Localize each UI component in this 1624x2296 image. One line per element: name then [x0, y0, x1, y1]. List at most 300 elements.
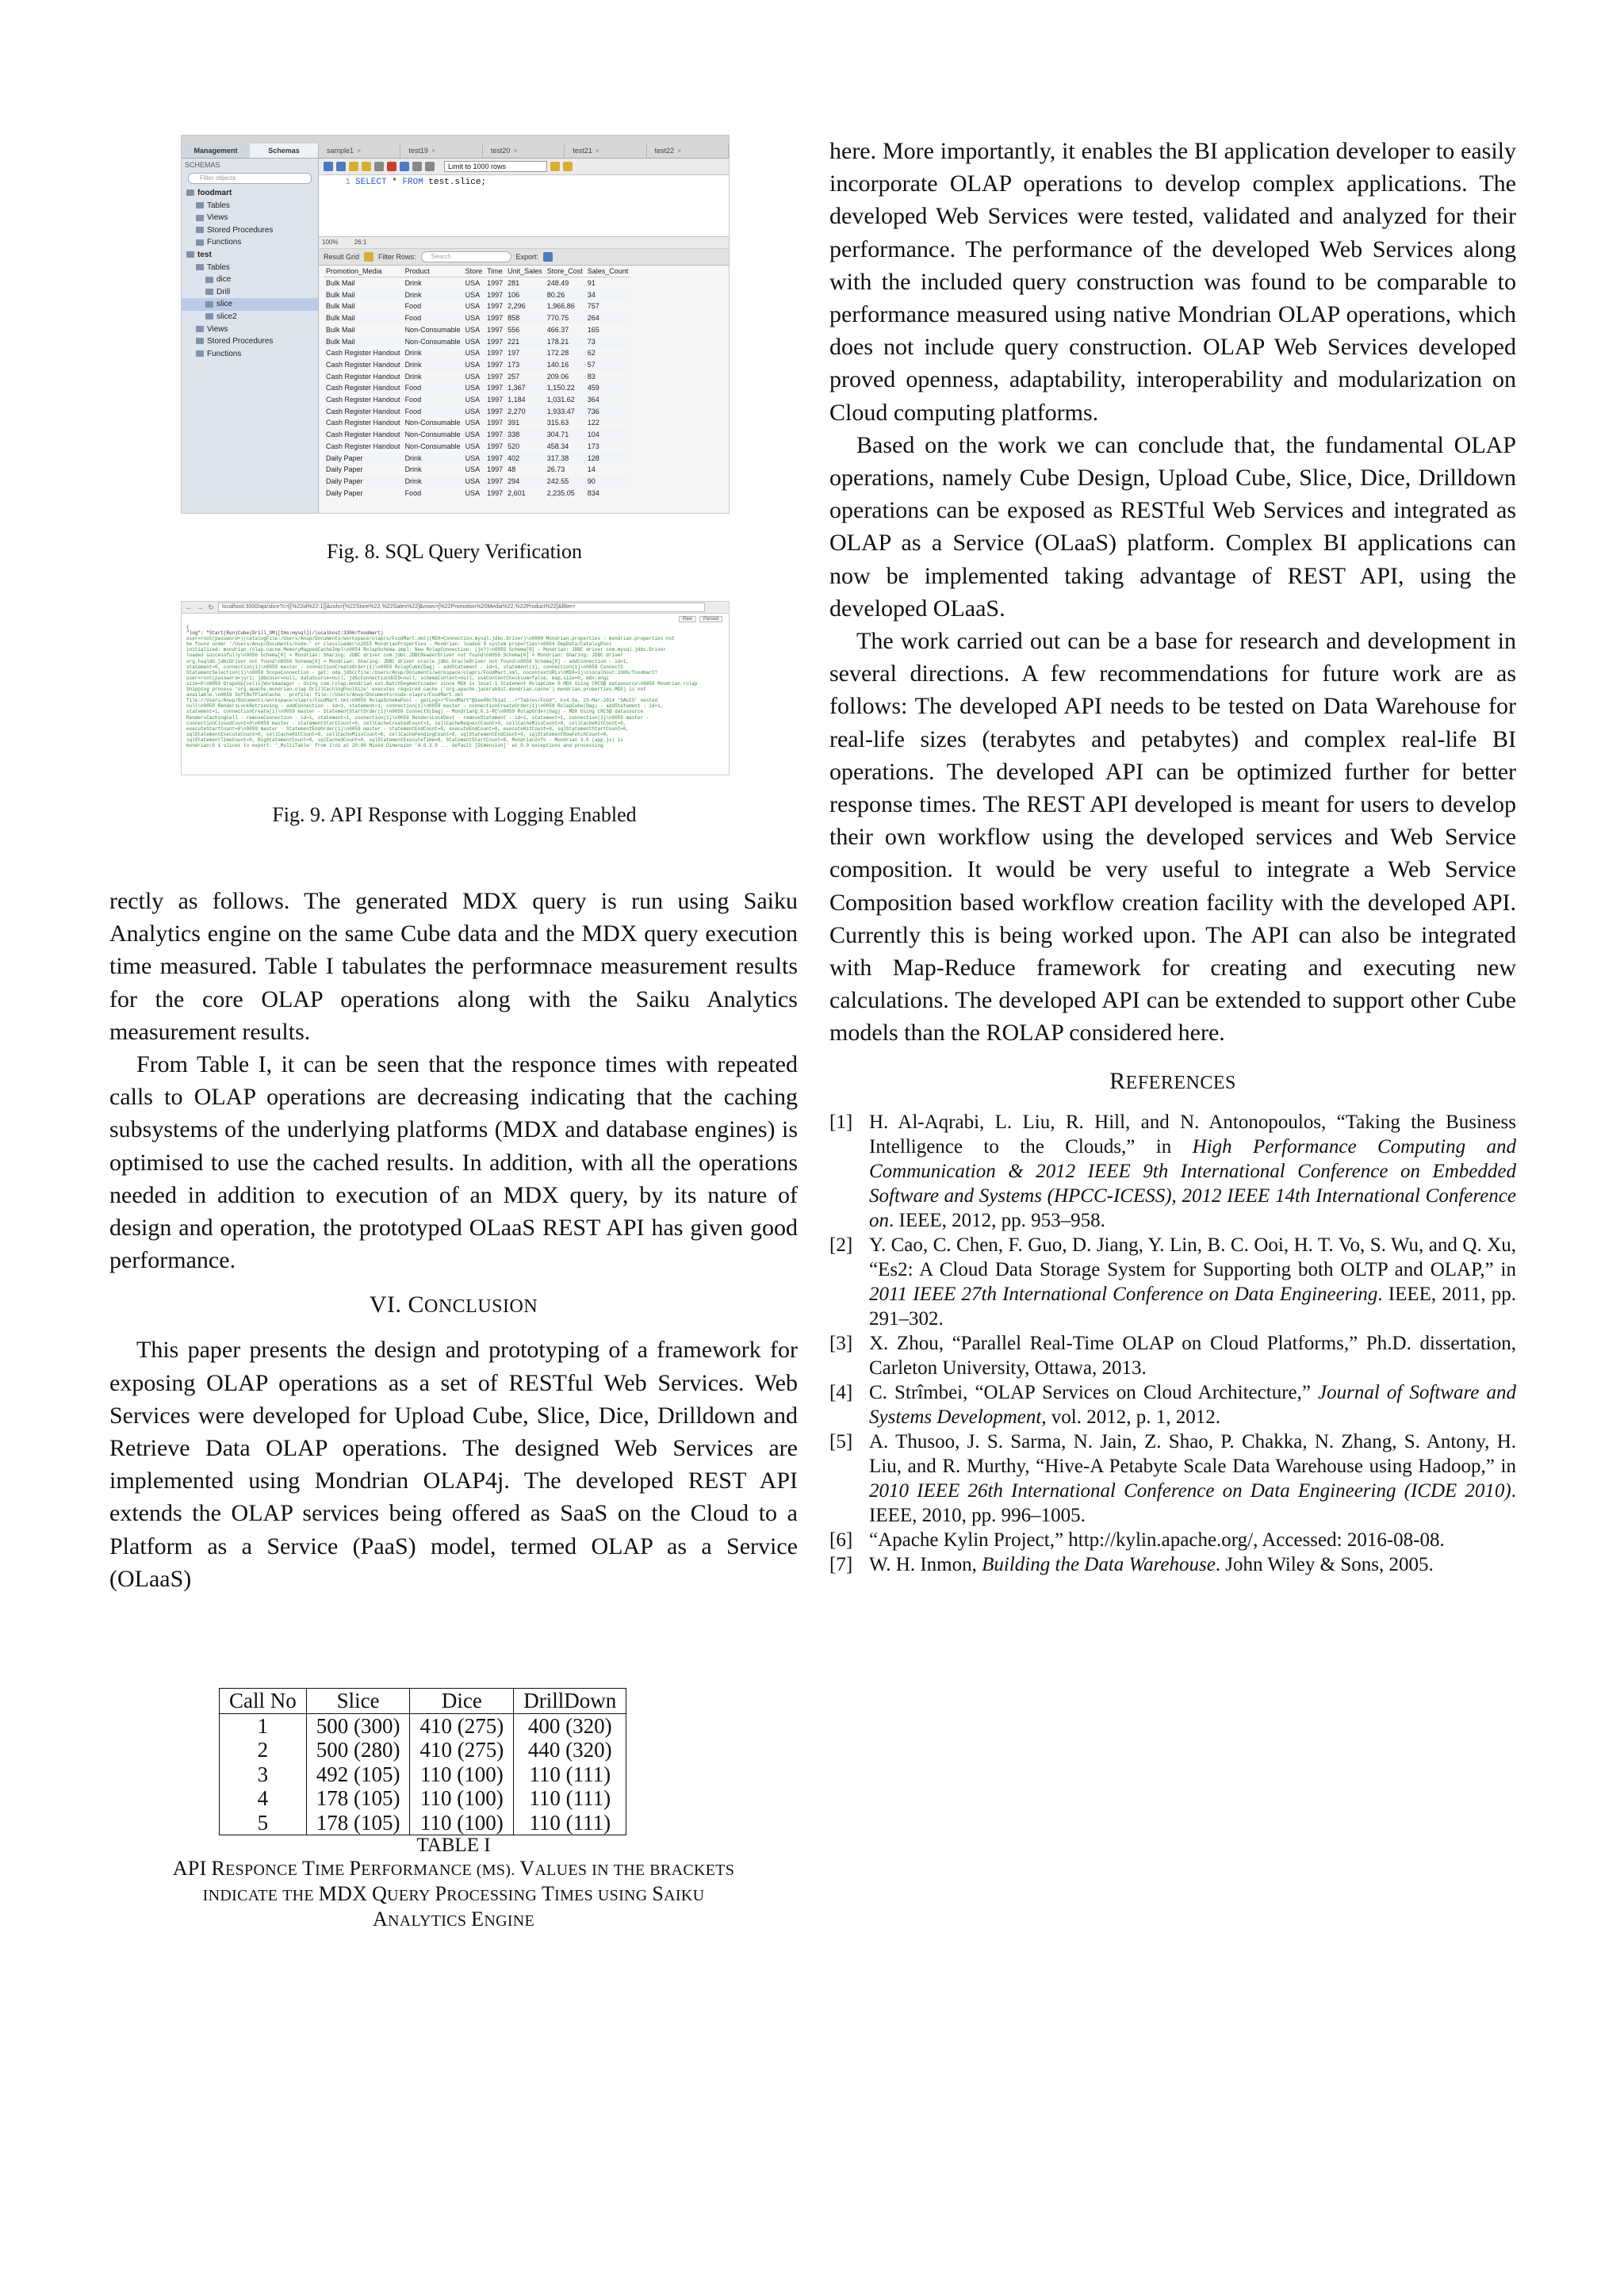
grid-cell: 209.06 [546, 372, 569, 381]
table-1-cell: 110 (100) [410, 1762, 514, 1787]
grid-column-header[interactable]: Promotion_Media [324, 266, 403, 277]
grid-cell: Non-Consumable [404, 419, 461, 427]
close-tab-icon[interactable]: × [513, 147, 518, 155]
schema-tree-item[interactable] [182, 311, 318, 323]
grid-cell: Food [404, 488, 422, 497]
grid-cell: 1997 [487, 349, 504, 358]
json-line: file://Users/Anup/Documents/workspace/olaprs/FoodMart.xml\n0059 RolapSchemaPool - getLog>>"FoodMart"@1ee09c7b1a2...>"Tables/Food", kv4.0a, 23-Mar-2014 'SALES' nested [186, 698, 658, 704]
grid-column-header[interactable]: Product [403, 266, 463, 277]
section-title-initial: R [1109, 1067, 1126, 1094]
grid-cell: Drink [403, 476, 463, 488]
grid-cell: Non-Consumable [404, 442, 461, 450]
grid-cell: USA [463, 359, 485, 371]
grid-cell: 459 [585, 382, 631, 394]
grid-row[interactable] [324, 300, 630, 312]
grid-cell: 257 [508, 372, 520, 381]
table-1-column-header: Call No [220, 1689, 307, 1714]
table-1-cell: 110 (100) [410, 1811, 514, 1835]
schema-sidebar [182, 144, 319, 513]
reference-text: , vol. 2012, p. 1, 2012. [1041, 1406, 1220, 1428]
grid-cell: 1,933.47 [545, 406, 585, 418]
grid-row[interactable] [324, 406, 630, 418]
table-1-cell: 440 (320) [514, 1738, 626, 1762]
table-1-cell: 110 (100) [410, 1786, 514, 1811]
query-tab[interactable] [647, 144, 729, 158]
grid-row[interactable] [324, 324, 630, 336]
grid-cell: 128 [585, 453, 631, 465]
sql-keyword-select: SELECT [355, 178, 387, 187]
reference-text: “Apache Kylin Project,” http://kylin.apache.org/, Accessed: 2016-08-08. [869, 1529, 1445, 1551]
grid-cell: 1997 [485, 429, 505, 441]
grid-column-header[interactable]: Time [485, 266, 505, 277]
grid-cell: 736 [585, 406, 631, 418]
save-icon[interactable] [336, 162, 346, 171]
grid-cell: USA [465, 372, 481, 381]
query-tab[interactable] [483, 144, 565, 158]
grid-row[interactable] [324, 476, 630, 488]
grid-cell: Bulk Mail [326, 302, 355, 311]
url-field[interactable]: localhost:3000/api/slice?c=[{%22id%22:1}]&cols=[%22Store%22,%22Sales%22]&rows=[%22Promotion%20Media%22,%22Product%22]&filter= [218, 603, 705, 612]
reference-text: Y. Cao, C. Chen, F. Guo, D. Jiang, Y. Lin, B. C. Ooi, H. T. Vo, S. Wu, and Q. Xu, “Es2: A Cloud Data Storage System for Supporting both OLTP and OLAP,” in [869, 1234, 1516, 1280]
grid-cell: 1,150.22 [545, 382, 585, 394]
database-icon [186, 251, 194, 258]
reference-text: . John Wiley & Sons, 2005. [1215, 1553, 1434, 1575]
paragraph: The work carried out can be a base for research and development in several directions. A few recommendations for future work are as follows: The developed API needs to be tested on Data Warehouse for real-life sizes (terabytes and petabytes) and complex real-life BI operations. The developed API can be optimized further for better response times. The REST API developed is meant for users to develop their own workflow using the developed services and Web Service composition. It would be very useful to integrate a Web Service Composition based workflow creation facility with the developed API. Currently this is being worked upon. The API can also be integrated with Map-Reduce framework for creating and executing new calculations. The developed API can be extended to support other Cube models than the ROLAP considered here. [829, 628, 1516, 1047]
table-1-cell: 410 (275) [410, 1738, 514, 1762]
table-1-cell: 3 [220, 1762, 307, 1787]
figure-8-sql-workbench-screenshot [181, 135, 730, 514]
grid-cell: 178.21 [545, 336, 585, 348]
beautify-icon[interactable] [550, 162, 560, 171]
grid-cell: 770.75 [545, 312, 585, 324]
grid-cell: Drink [404, 465, 422, 474]
schema-tree-item[interactable] [182, 212, 318, 224]
grid-cell: USA [463, 429, 485, 441]
json-line: user=root(password=)ur1; jdbcUser=null, dataSource=null, jdbcConnectionUUID=null, schemaContent=null, useContentChecksum=false, map,size=0, mdx:engi [186, 675, 609, 681]
grid-cell: USA [465, 419, 481, 427]
grid-cell: Cash Register Handout [324, 359, 403, 371]
json-line: connectionClosedCount=0\n0059 master - statementStartCount=0, cellCacheCreatedCount=1, cellCacheRequestCount=0, cellCacheMissCount=0, cellCacheHitCount=0, [186, 720, 626, 726]
database-icon [196, 264, 204, 270]
execute-icon[interactable] [349, 162, 358, 171]
reference-text: C. Strîmbei, “OLAP Services on Cloud Architecture,” [869, 1381, 1319, 1403]
schema-tree-item-label: Tables [207, 201, 230, 210]
reference-number: [6] [829, 1529, 853, 1551]
grid-column-header[interactable]: Store_Cost [545, 266, 585, 277]
grid-cell: 1997 [487, 396, 504, 404]
table-1-cell: 400 (320) [514, 1713, 626, 1738]
grid-cell: Drink [403, 359, 463, 371]
sql-text: * [386, 178, 403, 187]
grid-cell: 57 [585, 359, 631, 371]
figure-9-caption: Fig. 9. API Response with Logging Enabled [272, 803, 637, 826]
schema-filter-input[interactable]: Filter objects [188, 173, 312, 184]
stop-icon[interactable] [387, 162, 396, 171]
tab-management[interactable]: Management [182, 144, 250, 158]
grid-cell: Daily Paper [326, 465, 363, 474]
close-tab-icon[interactable]: × [431, 147, 436, 155]
grid-row[interactable] [324, 347, 630, 359]
editor-statusbar [319, 237, 729, 249]
schema-tree-item[interactable] [182, 187, 318, 200]
sql-editor[interactable] [319, 175, 729, 237]
grid-cell: 173 [505, 359, 545, 371]
schema-tree-item[interactable] [182, 348, 318, 361]
grid-icon[interactable] [364, 252, 373, 262]
table-1-cell: 4 [220, 1786, 307, 1811]
json-line: { [186, 625, 190, 630]
grid-cell: Non-Consumable [403, 429, 463, 441]
json-line: user=root(password=)(catalogFile:/Users/Anup/Documents/workspace/olaprs/FoodMart.xml)(MDX=Connection.mysql.jdbc.Driver)\n0000 Mondrian.properties - mondrian.properties not [186, 636, 675, 642]
paragraph: From Table I, it can be seen that the responce times with repeated calls to OLAP operations are decreasing indicating that the caching subsystems of the underlying platforms (MDX and database engines) is optimised to use the cached results. In addition, with all the operations needed in addition to execution of an MDX query, by its nature of design and operation, the prototyped OLaaS REST API has given good performance. [109, 1051, 798, 1274]
grid-row[interactable] [324, 312, 630, 324]
grid-row[interactable] [324, 336, 630, 348]
table-1-row [220, 1786, 626, 1811]
forward-icon[interactable]: → [196, 603, 204, 611]
reference-item [829, 1429, 1516, 1528]
schema-tree-item-label: slice [216, 300, 233, 309]
query-tab[interactable] [400, 144, 482, 158]
query-tab-label: test20 [490, 147, 511, 155]
rollback-icon[interactable] [425, 162, 435, 171]
parsed-view-button[interactable]: Parsed [699, 616, 722, 622]
grid-cell: 391 [508, 419, 520, 427]
filter-rows-label: Filter Rows: [378, 253, 416, 261]
find-icon[interactable] [563, 162, 573, 171]
grid-cell: Cash Register Handout [326, 442, 400, 450]
line-number: 1 [345, 178, 350, 187]
reference-venue: High Performance Computing and Communication & 2012 IEEE 9th International Conference on Embedded Software and Systems (HPCC-ICESS), 2012 IEEE 14th International Conference on [869, 1135, 1517, 1231]
grid-row[interactable] [324, 453, 630, 465]
grid-cell: 1997 [485, 359, 505, 371]
grid-cell: USA [463, 312, 485, 324]
close-tab-icon[interactable]: × [357, 147, 362, 155]
section-title-rest: ONCLUSION [424, 1296, 538, 1318]
grid-cell: 1997 [485, 336, 505, 348]
grid-cell: Cash Register Handout [326, 372, 400, 381]
reference-number: [4] [829, 1381, 853, 1403]
grid-cell: Bulk Mail [326, 279, 355, 287]
table-1-column-header: DrillDown [514, 1689, 626, 1714]
grid-cell: Cash Register Handout [326, 349, 400, 358]
grid-cell: USA [463, 476, 485, 488]
table-1-cell: 5 [220, 1811, 307, 1835]
reference-text: A. Thusoo, J. S. Sarma, N. Jain, Z. Shao, P. Chakka, N. Zhang, S. Antony, H. Liu, and R. Murthy, “Hive-A Petabyte Scale Data Warehouse using Hadoop,” in [869, 1430, 1516, 1477]
reference-item [829, 1552, 1516, 1577]
schema-tree-item-label: Stored Procedures [207, 337, 274, 346]
grid-cell: 281 [508, 279, 520, 287]
json-line: size=0\n0059 DrapeUp[cells]Workmanager - Using com.rolap.mondrian.ext.BatchSegmentLoader since MDX is local-1 Statement RolapCube 0 MDX Using CRCS@ datasource\n0059 Mondrian.rolap [186, 680, 698, 687]
query-tab[interactable] [319, 144, 400, 158]
grid-cell: USA [465, 396, 481, 404]
grid-cell: Drink [404, 349, 422, 358]
database-icon [196, 350, 204, 357]
grid-cell: 140.16 [545, 359, 585, 371]
grid-cell: Bulk Mail [324, 312, 403, 324]
grid-row[interactable] [324, 371, 630, 383]
grid-cell: 73 [585, 336, 631, 348]
grid-cell: 315.63 [546, 419, 569, 427]
table-1-cell: 500 (300) [306, 1713, 410, 1738]
grid-cell: 1997 [487, 419, 504, 427]
grid-cell: 338 [505, 429, 545, 441]
grid-cell: Food [403, 382, 463, 394]
json-line: executeStartCount=0\n0059 master - StatementEndOrder(1)\n0059 master - statementEndCount=0, executeEndCount=0, executeHitCount=0, sqlStatementStartCount=0, [186, 725, 630, 732]
grid-cell: Drink [403, 453, 463, 465]
reference-text: X. Zhou, “Parallel Real-Time OLAP on Cloud Platforms,” Ph.D. dissertation, Carleton University, Ottawa, 2013. [869, 1332, 1516, 1379]
left-column-text [109, 885, 798, 1595]
query-tab-label: test19 [408, 147, 428, 155]
query-tabs [319, 144, 729, 159]
close-tab-icon[interactable]: × [595, 147, 600, 155]
grid-cell: Non-Consumable [404, 325, 461, 334]
toggle-icon[interactable] [400, 162, 409, 171]
filter-rows-search-input[interactable]: Search [421, 251, 511, 262]
grid-cell: 2,235.05 [546, 488, 575, 497]
table-1-cell: 500 (280) [306, 1738, 410, 1762]
query-toolbar [319, 159, 729, 175]
schema-tree-item-label: Views [207, 324, 228, 334]
grid-row[interactable] [324, 382, 630, 394]
reference-item [829, 1380, 1516, 1429]
grid-cell: Food [404, 396, 422, 404]
grid-cell: USA [463, 382, 485, 394]
grid-row[interactable] [324, 464, 630, 476]
table-1-cell: 110 (111) [514, 1762, 626, 1787]
json-line: null\n0059 RendersLockRetrieving - addConnection - id=1, statement=1, connection(1)\n0059 master - connectionCreateOrder(1)\n0059 RolapCube(Dag) - addStatement - id=1, [186, 703, 664, 710]
figure-9-api-response-screenshot [181, 601, 730, 775]
export-label: Export: [515, 253, 539, 261]
grid-cell: Daily Paper [324, 453, 403, 465]
database-icon [186, 189, 194, 196]
figure-8-caption: Fig. 8. SQL Query Verification [326, 540, 583, 563]
grid-cell: 556 [508, 325, 520, 334]
table-1-cell: 410 (275) [410, 1713, 514, 1738]
schema-tree [182, 187, 318, 360]
schema-tree-item[interactable] [182, 335, 318, 348]
query-tab-label: test21 [573, 147, 592, 155]
table-1-row [220, 1811, 626, 1835]
grid-cell: 1,184 [508, 396, 526, 404]
grid-cell: 264 [585, 312, 631, 324]
grid-cell: 2,270 [505, 406, 545, 418]
grid-cell: Cash Register Handout [326, 419, 400, 427]
schema-tree-item-label: Tables [207, 262, 230, 272]
json-line: available.\n0059 SoftRefPlanCache - profile: file://Users/Anup/Documents/node-olaprs/FoodMart.xml [186, 692, 464, 698]
grid-cell: 1997 [485, 382, 505, 394]
table-1-row [220, 1713, 626, 1738]
schema-tree-item[interactable] [182, 236, 318, 249]
database-icon [196, 202, 204, 209]
result-grid [324, 266, 630, 499]
section-title-rest: EFERENCES [1125, 1072, 1236, 1093]
json-line: initialized: mondrian.rolap.cache.MemoryMappedCacheImpl\n0054 RolapSchema-impl: New RolapConnection: (jk?)\n0055 Schema[0] - Mondrian: JDBC driver com.mysql.jdbc.Driver [186, 647, 666, 653]
reference-text: . IEEE, 2010, pp. 996–1005. [869, 1479, 1516, 1526]
grid-row[interactable] [324, 417, 630, 429]
grid-cell: Bulk Mail [324, 336, 403, 348]
zoom-level[interactable]: 100% [322, 239, 339, 246]
database-icon [205, 313, 213, 320]
grid-cell: Bulk Mail [326, 325, 355, 334]
grid-cell: 26.73 [546, 465, 565, 474]
query-tab[interactable] [565, 144, 646, 158]
commit-icon[interactable] [412, 162, 422, 171]
grid-row[interactable] [324, 429, 630, 441]
json-line: mondrian:0 1 slices to export: '_MultiTable' from 1\n1 at 20:00 Mixed Dimension '4.0.3.0 ... default [Dimension]' at 0.0 exceptions and processing [186, 742, 603, 748]
grid-cell: USA [463, 406, 485, 418]
grid-cell: 1,367 [505, 382, 545, 394]
raw-view-button[interactable]: Raw [679, 616, 696, 622]
schema-tree-item-label: dice [216, 275, 232, 285]
grid-cell: 2,296 [508, 302, 526, 311]
reference-number: [2] [829, 1234, 853, 1256]
sql-keyword-from: FROM [402, 178, 423, 187]
grid-cell: 1997 [485, 406, 505, 418]
explain-icon[interactable] [374, 162, 384, 171]
grid-cell: USA [465, 325, 481, 334]
table-1-row [220, 1738, 626, 1762]
grid-cell: USA [463, 336, 485, 348]
grid-cell: USA [465, 488, 481, 497]
schema-tree-item-label: Drill [216, 287, 231, 297]
paragraph: here. More importantly, it enables the BI application developer to easily incorporate OLAP operations to develop complex applications. The developed Web Services were tested, validated and analyzed for their performance. The performance of the developed Web Services along with the included query construction was found to be comparable to performance measured using native Mondrian OLAP operations, which does not include query construction. OLAP Web Services developed proved openness, adaptability, interoperability and modularization on Cloud computing platforms. [829, 138, 1516, 426]
reference-number: [3] [829, 1332, 853, 1354]
schema-tree-item[interactable] [182, 200, 318, 212]
grid-cell: 1997 [487, 372, 504, 381]
database-icon [205, 289, 213, 295]
schema-tree-item[interactable] [182, 323, 318, 336]
grid-cell: 197 [508, 349, 520, 358]
grid-cell: Drink [404, 372, 422, 381]
grid-cell: 48 [508, 465, 516, 474]
section-heading-conclusion [109, 1289, 798, 1322]
export-icon[interactable] [543, 252, 553, 262]
reference-number: [7] [829, 1553, 853, 1575]
reload-icon[interactable]: ↻ [208, 603, 214, 611]
grid-cell: 34 [585, 289, 631, 301]
grid-cell: 14 [587, 465, 596, 474]
schema-tree-item[interactable] [182, 224, 318, 237]
grid-cell: 2,601 [508, 488, 526, 497]
grid-cell: 104 [585, 429, 631, 441]
grid-cell: USA [465, 442, 481, 450]
table-1-caption-line: ANALYTICS ENGINE [372, 1908, 535, 1931]
reference-number: [5] [829, 1430, 853, 1452]
table-1-column-header: Slice [306, 1689, 410, 1714]
section-title-initial: C [408, 1292, 424, 1318]
query-panel [319, 144, 729, 513]
reference-text: W. H. Inmon, [869, 1553, 982, 1575]
json-response [182, 625, 729, 748]
grid-row[interactable] [324, 394, 630, 406]
cursor-position: 26:1 [354, 239, 367, 246]
row-limit-select[interactable]: Limit to 1000 rows [444, 161, 547, 172]
schema-tree-item-label: Functions [207, 349, 242, 358]
table-1-cell: 110 (111) [514, 1786, 626, 1811]
json-line: StatementSelection(1)\n0059 ScopeConnection - get: oda.jdbc(file:/Users/Anup/Documents/workspace/olaprs/FoodMart.xml, nocontextURLs\nMDX=1)\nlocalhost:3306/foodmart? [186, 669, 658, 675]
execute-current-icon[interactable] [362, 162, 371, 171]
grid-cell: 80.26 [545, 289, 585, 301]
sidebar-tabs [182, 144, 318, 159]
grid-cell: 858 [505, 312, 545, 324]
database-icon [196, 239, 204, 246]
reference-item [829, 1528, 1516, 1552]
grid-cell: Drink [403, 289, 463, 301]
table-1-caption-line: INDICATE THE MDX QUERY PROCESSING TIMES USING SAIKU [202, 1882, 705, 1905]
grid-cell: 757 [587, 302, 599, 311]
grid-cell: USA [463, 453, 485, 465]
table-1-cell: 1 [220, 1713, 307, 1738]
close-tab-icon[interactable]: × [677, 147, 682, 155]
database-icon [205, 301, 213, 308]
grid-column-header[interactable]: Unit_Sales [505, 266, 545, 277]
browser-address-bar [182, 602, 729, 614]
json-line: RendersCachingCell - removeConnection - id=1, statement=1, connection(1)\n0059 RendersLockDest - removeStatement - id=1, statement=1, connection(1)\n0059 master - [186, 714, 649, 721]
schema-tree-item[interactable] [182, 274, 318, 286]
grid-row[interactable] [324, 441, 630, 453]
grid-cell: 165 [587, 325, 599, 334]
database-icon [205, 277, 213, 283]
reference-list [829, 1110, 1516, 1577]
schema-tree-item[interactable] [182, 286, 318, 299]
grid-cell: 91 [587, 279, 596, 287]
reference-venue: 2011 IEEE 27th International Conference on Data Engineering [869, 1283, 1378, 1305]
reference-text: . IEEE, 2012, pp. 953–958. [889, 1209, 1105, 1231]
grid-column-header[interactable]: Sales_Count [585, 266, 631, 277]
grid-cell: 1997 [487, 302, 504, 311]
schema-tree-item[interactable] [182, 249, 318, 262]
grid-cell: Food [404, 302, 422, 311]
section-number: VI. [369, 1292, 402, 1318]
reference-venue: Building the Data Warehouse [982, 1553, 1216, 1575]
table-1-cell: 2 [220, 1738, 307, 1762]
grid-cell: USA [465, 465, 481, 474]
schema-tree-item-label: slice2 [216, 312, 237, 321]
grid-cell: 317.38 [545, 453, 585, 465]
grid-row[interactable] [324, 359, 630, 371]
reference-item [829, 1233, 1516, 1331]
json-line: loaded successfully\n0056 Schema[0] = Mondrian: Sharing: JDBC driver com.jdbc.JDBCReaderDriver not found\n0056 Schema[0] = Mondrian: Sharing: JDBC driver [186, 652, 623, 659]
back-icon[interactable]: ← [185, 603, 193, 611]
grid-row[interactable] [324, 277, 630, 289]
json-line: statement=0, connection(1)\n0059 master - connectionCreateOrder(1)\n0059 RolapCube(Dag) - addStatement - id=1, statement(1), connection(1)\n0059 ConnectS [186, 664, 623, 670]
grid-cell: 172.28 [546, 349, 569, 358]
database-icon [196, 227, 204, 233]
schema-tree-item[interactable] [182, 298, 318, 311]
table-1-cell: 110 (111) [514, 1811, 626, 1835]
schema-tree-item-label: foodmart [197, 189, 232, 197]
table-1-column-header: Dice [410, 1689, 514, 1714]
result-grid-label[interactable]: Result Grid [324, 253, 360, 261]
grid-cell: 1997 [487, 442, 504, 450]
right-column-text [829, 135, 1516, 1577]
grid-column-header[interactable]: Store [463, 266, 485, 277]
schema-tree-item[interactable] [182, 262, 318, 274]
grid-cell: 364 [587, 396, 599, 404]
grid-row[interactable] [324, 488, 630, 499]
open-icon[interactable] [324, 162, 333, 171]
reference-venue: Journal of Software and Systems Development [869, 1381, 1516, 1428]
grid-row[interactable] [324, 289, 630, 301]
reference-venue: 2010 IEEE 26th International Conference on Data Engineering (ICDE 2010) [869, 1479, 1511, 1502]
grid-cell: USA [463, 289, 485, 301]
tab-schemas[interactable]: Schemas [250, 144, 318, 158]
grid-cell: 248.49 [546, 279, 569, 287]
grid-cell: Bulk Mail [324, 289, 403, 301]
grid-cell: Cash Register Handout [324, 429, 403, 441]
grid-cell: 90 [585, 476, 631, 488]
grid-cell: 834 [587, 488, 599, 497]
